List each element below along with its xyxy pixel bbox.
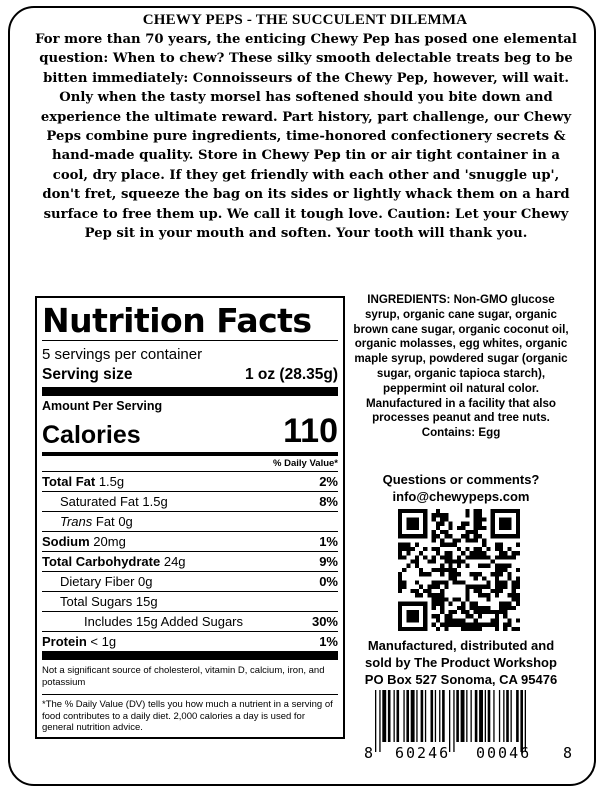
nutrient-row-protein: Protein < 1g 1% <box>42 631 338 651</box>
manufacturer-address: PO Box 527 Sonoma, CA 95476 <box>364 672 558 687</box>
manufacturer-block <box>350 637 572 688</box>
calories-label: Calories <box>42 421 141 449</box>
servings-per-container: 5 servings per container <box>42 346 203 363</box>
nutrition-facts-panel <box>35 296 345 739</box>
nutrient-row-saturated-fat: Saturated Fat 1.5g 8% <box>42 491 338 511</box>
product-story: For more than 70 years, the enticing Chewy Pep has posed one elemental question: When to chew? These silky smooth delectable treats beg to be bitten immediately: Connoisseurs of the Chewy Pep, however, will wait. Only when the tasty morsel has softened should you bite down and experience the ultimate reward. Part history, part challenge, our Chewy Peps combine pure ingredients, time-honored confectionery secrets & hand-made quality. Store in Chewy Pep tin or air tight container in a cool, dry place. If they get friendly with each other and 'snuggle up', don't fret, squeeze the bag on its sides or lightly whack them on a hard surface to free them up. We call it tough love. Caution: Let your Chewy Pep sit in your mouth and soften. Your tooth will thank you. <box>35 32 577 242</box>
barcode-digits-group-2: 00046 <box>476 744 532 760</box>
nutrition-footnote-daily-value: *The % Daily Value (DV) tells you how much a nutrient in a serving of food contributes to a daily diet. 2,000 calories a day is used for general nutrition advice. <box>42 699 333 733</box>
contact-block <box>350 471 572 505</box>
nutrient-row-total-sugars: Total Sugars 15g <box>42 591 338 611</box>
questions-prompt: Questions or comments? <box>382 472 540 487</box>
nutrient-row-trans-fat: Trans Fat 0g <box>42 511 338 531</box>
allergen-contains: Contains: Egg <box>421 426 501 440</box>
nutrient-row-added-sugars: Includes 15g Added Sugars 30% <box>42 611 338 631</box>
manufacturer-line-2: sold by The Product Workshop <box>365 655 557 670</box>
ingredients-text: INGREDIENTS: Non-GMO glucose syrup, organic cane sugar, organic brown cane sugar, organic coconut oil, organic molasses, egg whites, organic maple syrup, powdered sugar (organic sugar, organic tapioca starch), peppermint oil natural color. Manufactured in a facility that also processes peanut and tree nuts. <box>353 293 569 425</box>
contact-email[interactable]: info@chewypeps.com <box>392 489 530 504</box>
daily-value-header: % Daily Value* <box>273 458 338 469</box>
manufacturer-line-1: Manufactured, distributed and <box>367 638 555 653</box>
calories-value: 110 <box>283 412 338 450</box>
barcode-digit-left: 8 <box>364 744 374 760</box>
ingredients-block <box>350 293 572 441</box>
barcode-icon <box>361 690 575 760</box>
amount-per-serving: Amount Per Serving <box>42 399 163 413</box>
nutrient-row-sodium: Sodium 20mg 1% <box>42 531 338 551</box>
barcode-digit-right: 8 <box>563 744 573 760</box>
nutrient-row-total-carbohydrate: Total Carbohydrate 24g 9% <box>42 551 338 571</box>
serving-size-row <box>42 365 338 387</box>
serving-size-value: 1 oz (28.35g) <box>244 366 338 383</box>
nutrient-row-total-fat: Total Fat 1.5g 2% <box>42 471 338 491</box>
label-title: CHEWY PEPS - THE SUCCULENT DILEMMA <box>142 12 468 28</box>
barcode-digits-group-1: 60246 <box>395 744 451 760</box>
nutrition-footnote-significance: Not a significant source of cholesterol, vitamin D, calcium, iron, and potassium <box>42 665 325 688</box>
serving-size-label: Serving size <box>42 366 133 383</box>
calories-row <box>42 413 338 449</box>
nutrient-row-dietary-fiber: Dietary Fiber 0g 0% <box>42 571 338 591</box>
nutrition-facts-title: Nutrition Facts <box>42 301 312 340</box>
qr-code-icon[interactable] <box>398 509 520 631</box>
